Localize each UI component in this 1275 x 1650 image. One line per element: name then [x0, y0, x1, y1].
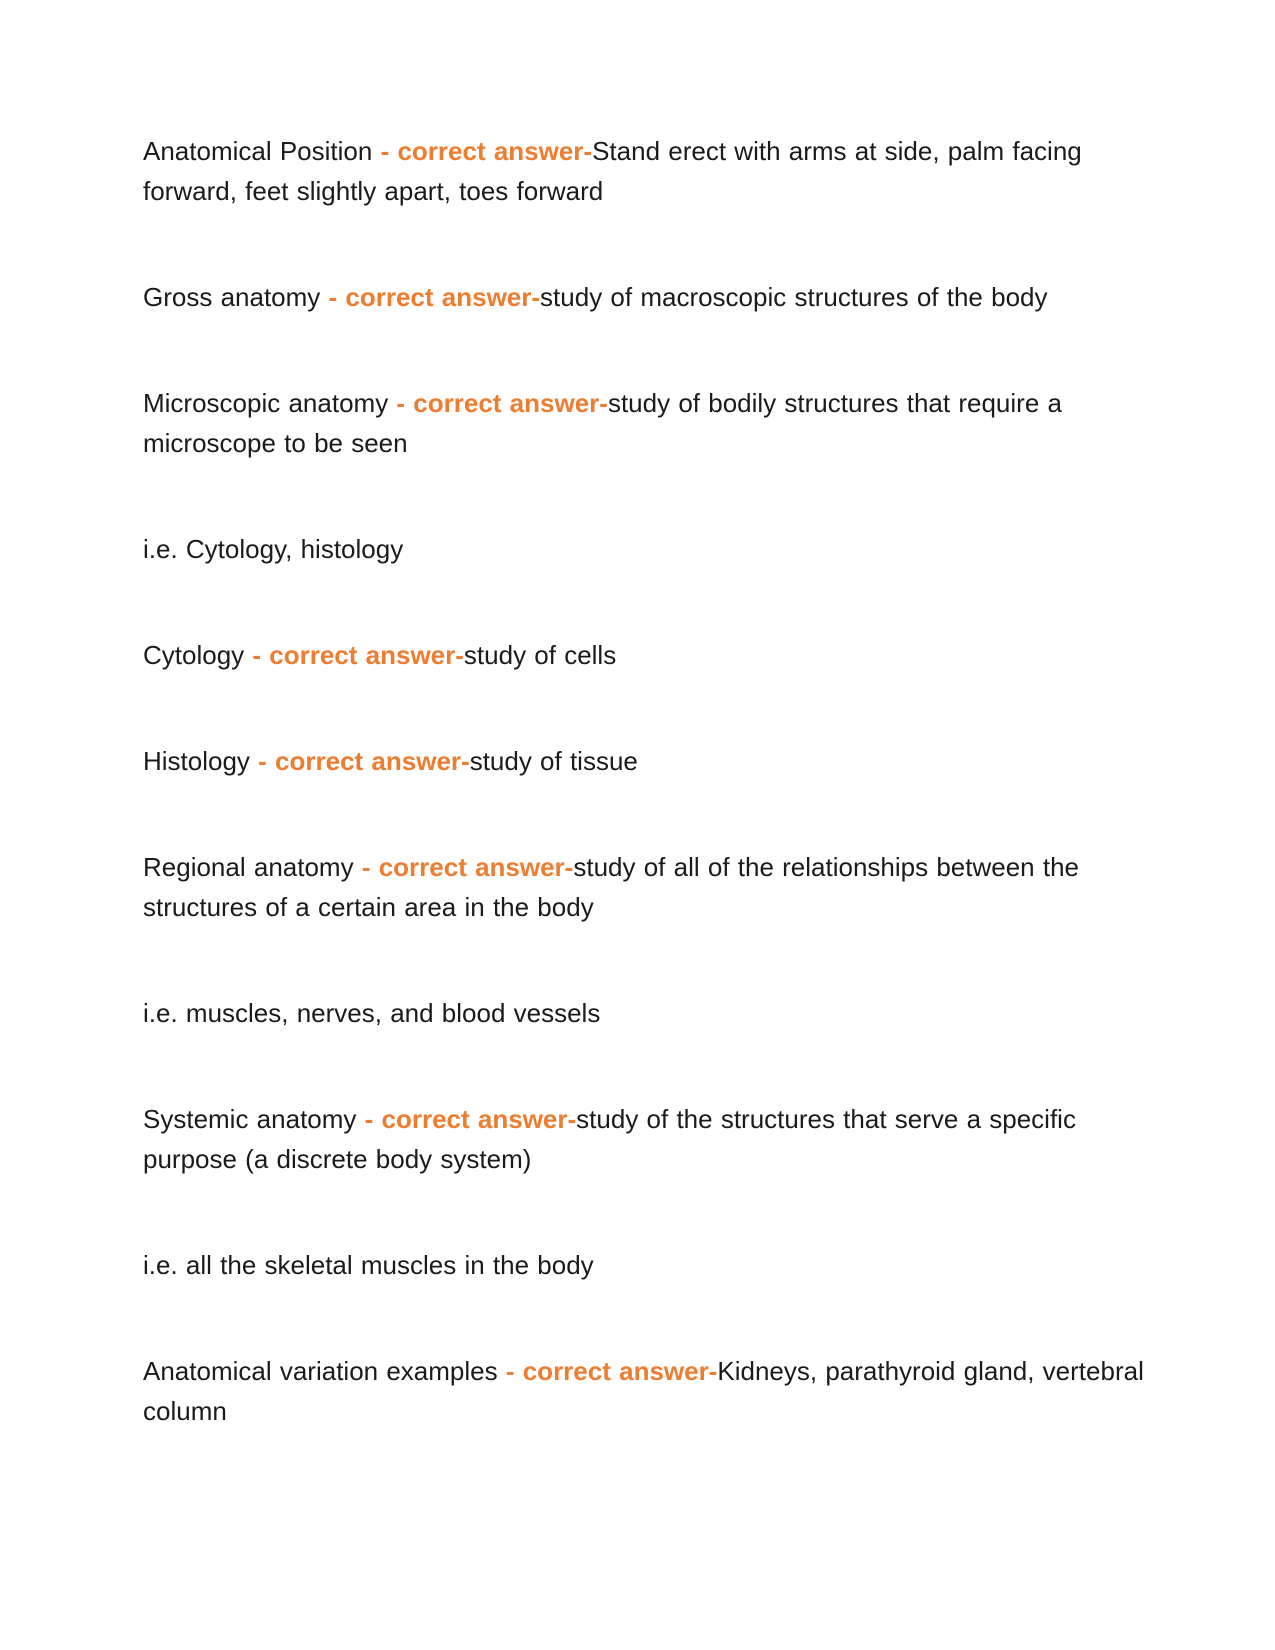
definition-text: study of macroscopic structures of the body: [540, 282, 1048, 312]
note-text: i.e. all the skeletal muscles in the body: [143, 1250, 594, 1280]
correct-answer-marker: - correct answer-: [396, 388, 608, 418]
flashcard-entry: [143, 635, 1151, 675]
definition-text: Stand erect with arms at side, palm facing forward, feet slightly apart, toes forward: [143, 136, 1082, 206]
definition-text: study of tissue: [469, 746, 638, 776]
correct-answer-marker: - correct answer-: [252, 640, 464, 670]
term-text: Anatomical variation examples: [143, 1356, 506, 1386]
term-text: Regional anatomy: [143, 852, 362, 882]
flashcard-entry: [143, 847, 1151, 927]
flashcard-entry: [143, 277, 1151, 317]
term-text: Anatomical Position: [143, 136, 381, 166]
term-text: Histology: [143, 746, 259, 776]
term-text: Gross anatomy: [143, 282, 329, 312]
flashcard-entry: [143, 383, 1151, 463]
flashcard-entry: [143, 1099, 1151, 1179]
correct-answer-marker: - correct answer-: [361, 852, 574, 882]
definition-text: study of cells: [463, 640, 617, 670]
definition-text: study of bodily structures that require a microscope to be seen: [143, 388, 1062, 458]
note-text: i.e. muscles, nerves, and blood vessels: [143, 998, 601, 1028]
flashcard-entry: [143, 131, 1151, 211]
definition-text: Kidneys, parathyroid gland, vertebral column: [143, 1356, 1144, 1426]
correct-answer-marker: - correct answer-: [364, 1104, 577, 1134]
term-text: Cytology: [143, 640, 253, 670]
correct-answer-marker: - correct answer-: [328, 282, 541, 312]
correct-answer-marker: - correct answer-: [258, 746, 470, 776]
term-text: Systemic anatomy: [143, 1104, 365, 1134]
flashcard-entry: [143, 741, 1151, 781]
correct-answer-marker: - correct answer-: [505, 1356, 718, 1386]
definition-text: study of all of the relationships between the structures of a certain area in the body: [143, 852, 1079, 922]
correct-answer-marker: - correct answer-: [380, 136, 593, 166]
flashcard-entry: [143, 1351, 1151, 1431]
note-line: [143, 993, 1151, 1033]
note-line: [143, 529, 1151, 569]
note-line: [143, 1245, 1151, 1285]
definition-text: study of the structures that serve a specific purpose (a discrete body system): [143, 1104, 1076, 1174]
term-text: Microscopic anatomy: [143, 388, 397, 418]
note-text: i.e. Cytology, histology: [143, 534, 404, 564]
document-body: [143, 131, 1151, 1431]
